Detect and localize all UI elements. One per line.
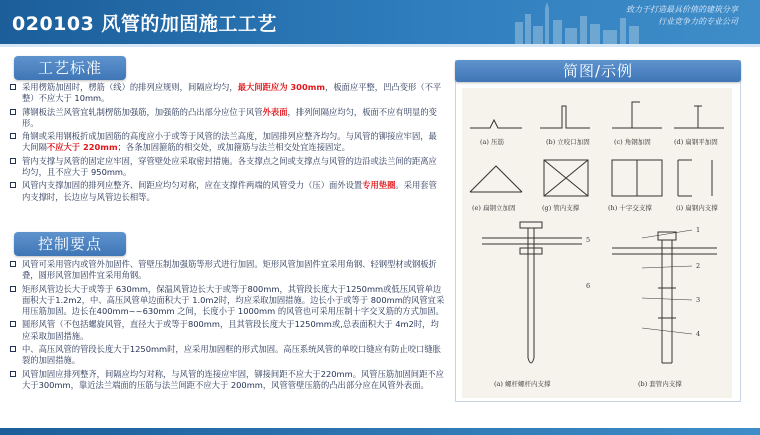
figure-illustrations xyxy=(462,88,732,398)
caption-a: (a) 压筋 xyxy=(480,138,505,146)
control-points-list xyxy=(10,259,445,393)
checkbox-bullet-icon xyxy=(10,321,16,327)
item-text: 。采用套管内支撑时，长边应与风管边长相等。 xyxy=(22,180,437,202)
section-title-standards: 工艺标准 xyxy=(14,56,126,80)
checkbox-bullet-icon xyxy=(10,346,16,352)
caption-d: (d) 扁钢平加固 xyxy=(674,138,718,146)
footer-bar xyxy=(0,428,760,435)
standard-item xyxy=(10,82,445,105)
diagram-flat-brace xyxy=(678,160,712,196)
callout-1: 1 xyxy=(696,226,701,234)
control-point-item xyxy=(10,319,445,342)
standard-item xyxy=(10,131,445,154)
checkbox-bullet-icon xyxy=(10,158,16,164)
diagram-flat-steel xyxy=(674,106,724,128)
control-point-item xyxy=(10,284,445,318)
callout-4: 4 xyxy=(696,330,701,338)
diagram-inner-brace xyxy=(612,160,662,196)
standard-item xyxy=(10,156,445,179)
figure-captions xyxy=(472,137,718,388)
checkbox-bullet-icon xyxy=(10,109,16,115)
header-divider xyxy=(0,44,760,47)
control-point-item xyxy=(10,369,445,392)
diagram-pressed-rib xyxy=(470,120,522,128)
caption-c: (c) 角钢加固 xyxy=(614,138,651,146)
item-text: 管内支撑与风管的固定应牢固，穿管壁处应采取密封措施。各支撑点之间或支撑点与风管的边沿或法兰间的距离应均匀，且不应大于 950mm。 xyxy=(22,155,437,178)
control-point-item xyxy=(10,344,445,367)
diagram-sleeve-brace xyxy=(612,232,717,363)
header-slogan xyxy=(518,4,738,28)
diagram-cross-brace xyxy=(544,160,588,196)
standard-item xyxy=(10,180,445,203)
highlighted-text: 外表面 xyxy=(262,106,288,117)
callout-5: 5 xyxy=(586,236,591,244)
page-title: 020103 风管的加固施工工艺 xyxy=(12,13,277,35)
diagram-triangle xyxy=(470,166,522,192)
item-text: 风管可采用管内或管外加固件、管壁压制加强筋等形式进行加固。矩形风管加固件宜采用角钢、轻钢型材或钢板折叠，圆形风管加固件宜采用角钢。 xyxy=(22,259,437,281)
item-text: 角钢或采用钢板折成加固筋的高度应小于或等于风管的法兰高度，加固排列应整齐均匀。与风管的铆接应牢固，最大间隔 xyxy=(22,131,437,153)
highlighted-text: 不应大于 220mm xyxy=(46,142,118,153)
item-text: 圆形风管（不包括螺旋风管，直径大于或等于800mm，且其管段长度大于1250mm或,总表面积大于 4m2时，均应采取加固措施。 xyxy=(22,319,439,341)
caption-h: (h) 十字交支撑 xyxy=(608,204,652,212)
highlighted-text: 专用垫圈 xyxy=(362,180,396,191)
caption-sleeve: (b) 套管内支撑 xyxy=(638,380,682,388)
callout-3: 3 xyxy=(696,296,701,304)
header-bar xyxy=(0,0,760,44)
checkbox-bullet-icon xyxy=(10,133,16,139)
item-text: 中、高压风管的管段长度大于1250mm时，应采用加固框的形式加固。高压系统风管的单咬口缝应有防止咬口缝胀裂的加固措施。 xyxy=(22,344,441,366)
callout-6: 6 xyxy=(586,282,591,290)
reinforcement-diagrams xyxy=(462,88,732,398)
item-text: 风管加固应排列整齐，间隔应均匀对称，与风管的连接应牢固，铆接间距不应大于220mm。风管压筋加固间距不应大于300mm，靠近法兰端面的压筋与法兰间距不应大于 200mm，风管管壁压筋的凸出部分应在风管外表面。 xyxy=(22,368,444,390)
checkbox-bullet-icon xyxy=(10,261,16,267)
checkbox-bullet-icon xyxy=(10,84,16,90)
diagram-angle-steel xyxy=(612,102,662,128)
item-text: 风管内支撑加固的排列应整齐、间距应均匀对称，应在支撑件两端的风管受力（压）面外设置 xyxy=(22,180,363,191)
diagram-threaded-rod-brace xyxy=(482,222,582,363)
caption-i: (i) 扁钢内支撑 xyxy=(676,204,718,212)
item-text: 矩形风管边长大于或等于 630mm，保温风管边长大于或等于800mm，其管段长度大于1250mm或低压风管单边面积大于1.2m2，中、高压风管单边面积大于 1.0m2时，均应采取加固措施。边长小于或等于 800mm的风管宜采用压筋加固。边长在400mm~~630mm 之间，长度小于 1000mm 的风管也可采用压制十字交叉筋的方式加固。 xyxy=(22,283,445,317)
callout-2: 2 xyxy=(696,262,701,270)
item-text: ；各条加固箍筋的相交处，或加箍筋与法兰相交处宜连接固定。 xyxy=(117,142,350,153)
caption-g: (g) 管内支撑 xyxy=(542,204,580,212)
checkbox-bullet-icon xyxy=(10,286,16,292)
item-text: 薄钢板法兰风管宜轧制楞筋加强筋，加强筋的凸出部分应位于风管 xyxy=(22,106,263,117)
standards-list xyxy=(10,82,445,205)
checkbox-bullet-icon xyxy=(10,182,16,188)
item-text: 采用楞筋加固时，楞筋（线）的排列应规则，间隔应均匀， xyxy=(22,82,238,92)
slogan-line-1: 致力于打造最具价值的建筑分享 xyxy=(626,5,738,14)
caption-b: (b) 立咬口加固 xyxy=(546,138,590,146)
section-title-control-points: 控制要点 xyxy=(14,232,126,256)
caption-threaded-rod: (a) 螺杆螺杆内支撑 xyxy=(494,380,551,388)
slogan-line-2: 行业竞争力的专业公司 xyxy=(658,17,738,26)
control-point-item xyxy=(10,259,445,282)
standard-item xyxy=(10,107,445,130)
highlighted-text: 最大间距应为 300mm xyxy=(237,82,326,92)
checkbox-bullet-icon xyxy=(10,371,16,377)
caption-e: (e) 扁钢立加固 xyxy=(472,204,516,212)
item-text: ，排列间隔应均匀，板面不应有明显的变形。 xyxy=(22,106,437,128)
diagram-standing-seam xyxy=(540,106,590,128)
figure-panel-title: 简图/示例 xyxy=(455,60,741,82)
item-text: ，板面应平整，凹凸变形（不平整）不应大于 10mm。 xyxy=(22,82,442,104)
